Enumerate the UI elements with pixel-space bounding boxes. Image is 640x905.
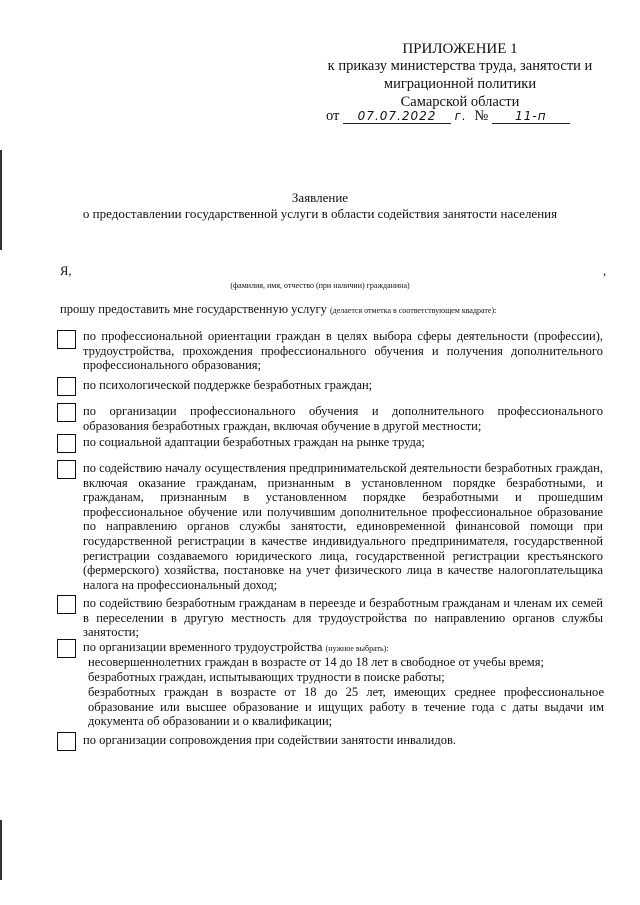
service-option-text: по психологической поддержке безработных граждан; <box>83 378 373 392</box>
from-label: от <box>326 108 340 124</box>
number-label: № <box>474 108 489 124</box>
service-checkbox[interactable] <box>57 460 76 479</box>
header-line-1: к приказу министерства труда, занятости и <box>327 58 593 74</box>
service-option-text: по организации временного трудоустройства <box>83 640 323 654</box>
choose-hint: (нужное выбрать): <box>325 644 389 653</box>
service-option-text: по профессиональной ориентации граждан в целях выбора сферы деятельности (профессии), трудоустройства, прохождения профессионального обучения и получения дополнительного профессионального образования; <box>83 329 603 373</box>
document-title: Заявление <box>291 190 349 205</box>
service-option-text: по организации сопровождения при содействии занятости инвалидов. <box>83 733 456 747</box>
scan-edge-mark <box>0 820 2 880</box>
service-checkbox[interactable] <box>57 403 76 422</box>
service-checkbox[interactable] <box>57 595 76 614</box>
applicant-comma: , <box>603 264 607 278</box>
order-date-line <box>326 108 570 125</box>
applicant-label: Я, <box>60 264 72 278</box>
applicant-name-hint: (фамилия, имя, отчество (при наличии) гражданина) <box>230 281 410 290</box>
service-checkbox[interactable] <box>57 639 76 658</box>
subitem: несовершеннолетних граждан в возрасте от 14 до 18 лет в свободное от учебы время; <box>88 655 544 669</box>
service-option-text: по содействию безработным гражданам в переезде и безработным гражданам и членам их семей в переселении в другую местность для трудоустройства по направлению органов службы занятости; <box>83 596 603 640</box>
request-text: прошу предоставить мне государственную услугу <box>60 302 327 316</box>
service-option-text: по социальной адаптации безработных граждан на рынке труда; <box>83 435 425 449</box>
header-line-3: Самарской области <box>400 94 520 110</box>
request-line <box>60 302 496 319</box>
request-hint: (делается отметка в соответствующем квадрате): <box>329 306 497 315</box>
order-date-value: 07.07.2022 <box>343 109 451 124</box>
year-suffix: г. <box>454 109 467 123</box>
document-subtitle: о предоставлении государственной услуги в области содействия занятости населения <box>82 206 558 221</box>
service-option-text: по организации профессионального обучения и дополнительного профессионального образования безработных граждан, включая обучение в другой местности; <box>83 404 603 433</box>
service-checkbox[interactable] <box>57 330 76 349</box>
header-line-2: миграционной политики <box>383 76 537 92</box>
appendix-title: ПРИЛОЖЕНИЕ 1 <box>402 41 518 57</box>
subitem: безработных граждан в возрасте от 18 до 25 лет, имеющих среднее профессиональное образование или высшее образование и ищущих работу в течение года с даты выдачи им документа об образовании и о квалификации; <box>88 685 604 729</box>
service-option-text: по содействию началу осуществления предпринимательской деятельности безработных граждан, включая оказание гражданам, признанным в установленном порядке безработными, и гражданам, признанным в установленном порядке безработными и прошедшим профессиональное обучение или получившим дополнительное профессиональное образование по направлению органов службы занятости, единовременной финансовой помощи при государственной регистрации в качестве индивидуального предпринимателя, государственной регистрации создаваемого юридического лица, государственной регистрации крестьянского (фермерского) хозяйства, постановке на учет физического лица в качестве налогоплательщика налога на профессиональный доход; <box>83 461 603 592</box>
order-number-value: 11-п <box>492 109 570 124</box>
service-checkbox[interactable] <box>57 732 76 751</box>
service-checkbox[interactable] <box>57 377 76 396</box>
service-checkbox[interactable] <box>57 434 76 453</box>
subitem: безработных граждан, испытывающих трудности в поиске работы; <box>88 670 445 684</box>
